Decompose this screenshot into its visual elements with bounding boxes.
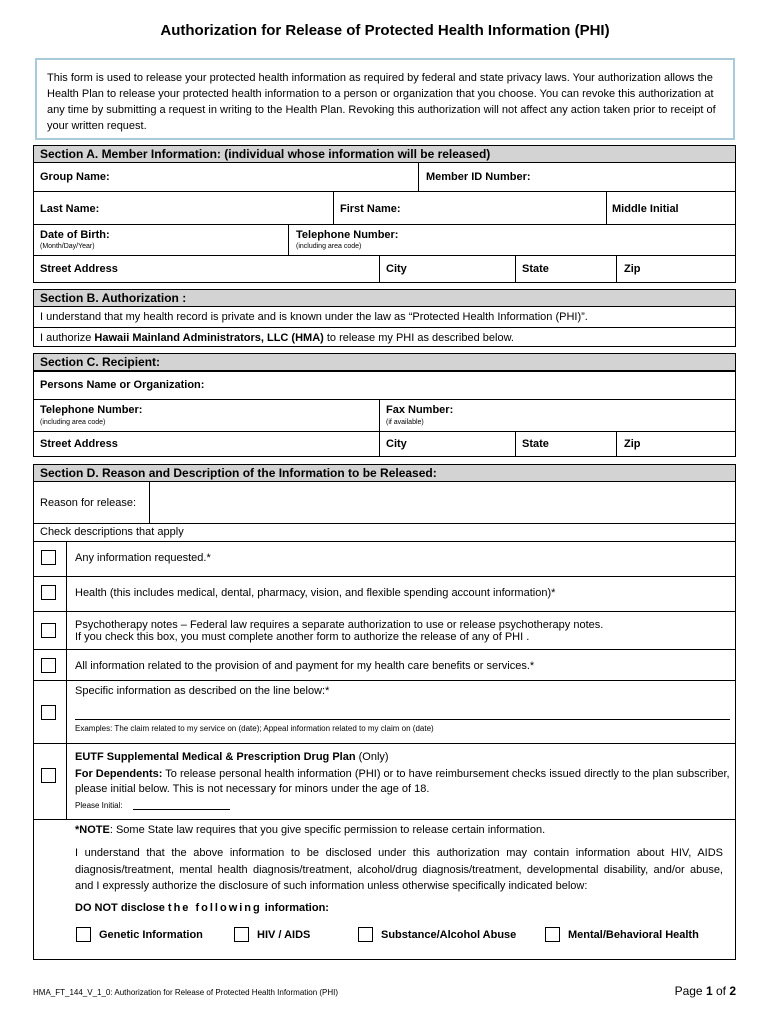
option-eutf-title xyxy=(75,751,389,763)
divider xyxy=(418,163,419,191)
dob-label: Date of Birth: xyxy=(40,229,110,241)
zip-label: Zip xyxy=(624,263,641,275)
authorize-post: to release my PHI as described below. xyxy=(323,332,514,344)
note-line xyxy=(75,824,545,836)
dependents-text: To release personal health information (PHI) or to have reimbursement checks issued directly to the plan subscriber, please initial below. This is not necessary for minors under the age of 18. xyxy=(75,768,730,795)
information-text: information: xyxy=(261,902,329,914)
telephone-hint: (including area code) xyxy=(296,243,362,250)
initial-field[interactable] xyxy=(133,800,230,810)
divider xyxy=(33,743,736,744)
checkbox-any-information[interactable] xyxy=(41,550,56,565)
last-name-field[interactable] xyxy=(110,196,328,220)
option-psychotherapy: Psychotherapy notes – Federal law requires a separate authorization to use or release psychotherapy notes. xyxy=(75,619,604,631)
middle-initial-label: Middle Initial xyxy=(612,203,679,215)
state-label: State xyxy=(522,263,549,275)
section-a-header: Section A. Member Information: (individual whose information will be released) xyxy=(33,145,736,163)
checkbox-all-information[interactable] xyxy=(41,658,56,673)
group-name-field[interactable] xyxy=(120,166,410,188)
recipient-fax-field[interactable] xyxy=(460,403,732,428)
please-initial-label: Please Initial: xyxy=(75,801,123,810)
recipient-name-field[interactable] xyxy=(210,374,730,396)
recipient-name-label: Persons Name or Organization: xyxy=(40,379,205,391)
city-label: City xyxy=(386,263,407,275)
checkbox-health[interactable] xyxy=(41,585,56,600)
authorization-statement: I understand that my health record is private and is known under the law as “Protected Health Information (PHI)”. xyxy=(40,311,588,323)
page-label: Page xyxy=(674,984,706,998)
divider xyxy=(33,611,736,612)
divider xyxy=(33,523,736,524)
page-of: of xyxy=(712,984,730,998)
divider xyxy=(33,819,736,820)
specific-information-line xyxy=(75,719,730,720)
divider xyxy=(33,327,736,328)
state-field[interactable] xyxy=(555,259,613,281)
city-field[interactable] xyxy=(412,259,512,281)
page-title: Authorization for Release of Protected Health Information (PHI) xyxy=(160,22,610,39)
divider xyxy=(33,371,736,372)
page-current: 1 xyxy=(705,984,713,998)
section-c-header: Section C. Recipient: xyxy=(33,353,736,371)
genetic-label: Genetic Information xyxy=(99,929,203,941)
checkbox-mental-health[interactable] xyxy=(545,927,560,942)
recipient-city-field[interactable] xyxy=(412,434,512,455)
note-label: *NOTE xyxy=(75,824,110,836)
recipient-fax-hint: (if available) xyxy=(386,419,424,426)
checkbox-genetic[interactable] xyxy=(76,927,91,942)
recipient-telephone-hint: (including area code) xyxy=(40,419,106,426)
divider xyxy=(33,224,736,225)
authorize-line xyxy=(40,332,514,344)
street-field[interactable] xyxy=(125,259,375,281)
divider xyxy=(288,224,289,255)
intro-text: This form is used to release your protected health information as required by federal and state privacy laws. Your authorization allows the Health Plan to release your protected health information to a person or organization that you choose. You can revoke this authorization at any time by submitting a request in writing to the Health Plan. Revoking this authorization will not affect any action taken prior to receipt of your written request. xyxy=(47,72,716,132)
option-all-information: All information related to the provision of and payment for my health care benefits or services.* xyxy=(75,660,535,672)
group-name-label: Group Name: xyxy=(40,171,110,183)
specific-information-field[interactable] xyxy=(75,702,730,718)
recipient-state-label: State xyxy=(522,438,549,450)
divider xyxy=(606,191,607,224)
option-specific-information: Specific information as described on the line below:* xyxy=(75,685,330,697)
option-eutf-dependents xyxy=(75,767,730,797)
recipient-street-field[interactable] xyxy=(125,434,375,455)
first-name-label: First Name: xyxy=(340,203,401,215)
divider xyxy=(33,431,736,432)
checkbox-substance-abuse[interactable] xyxy=(358,927,373,942)
divider xyxy=(33,191,736,192)
reason-label: Reason for release: xyxy=(40,497,136,509)
telephone-label: Telephone Number: xyxy=(296,229,399,241)
middle-initial-field[interactable] xyxy=(690,196,732,220)
divider xyxy=(515,431,516,457)
understand-statement: I understand that the above information to be disclosed under this authorization may contain information about HIV, AIDS diagnosis/treatment, mental health diagnosis/treatment, alcohol/drug diagnosis/treatment, developmental disability, and/or abuse, and I expressly authorize the disclosure of such information unless otherwise specifically indicated below: xyxy=(75,847,723,892)
substance-abuse-label: Substance/Alcohol Abuse xyxy=(381,929,517,941)
first-name-field[interactable] xyxy=(410,196,600,220)
checkbox-hiv-aids[interactable] xyxy=(234,927,249,942)
option-health: Health (this includes medical, dental, pharmacy, vision, and flexible spending account information)* xyxy=(75,587,556,599)
do-not-disclose-line xyxy=(75,902,329,914)
eutf-only: (Only) xyxy=(355,751,389,763)
mental-health-label: Mental/Behavioral Health xyxy=(568,929,699,941)
page-total: 2 xyxy=(729,984,736,998)
specific-information-examples: Examples: The claim related to my service on (date); Appeal information related to my claim on (date) xyxy=(75,724,434,733)
zip-field[interactable] xyxy=(645,259,733,281)
divider xyxy=(149,482,150,523)
divider xyxy=(33,576,736,577)
divider xyxy=(616,431,617,457)
divider xyxy=(33,649,736,650)
checkbox-psychotherapy[interactable] xyxy=(41,623,56,638)
divider xyxy=(616,255,617,283)
form-id: HMA_FT_144_V_1_0: Authorization for Release of Protected Health Information (PHI) xyxy=(33,988,339,997)
recipient-telephone-label: Telephone Number: xyxy=(40,404,143,416)
intro-box xyxy=(35,58,735,140)
street-label: Street Address xyxy=(40,263,118,275)
recipient-telephone-field[interactable] xyxy=(150,403,375,428)
the-following-text: the following xyxy=(167,902,262,914)
recipient-state-field[interactable] xyxy=(555,434,613,455)
checkbox-specific-information[interactable] xyxy=(41,705,56,720)
section-d-header: Section D. Reason and Description of the Information to be Released: xyxy=(33,464,736,482)
do-not-text: DO NOT disclose xyxy=(75,902,168,914)
recipient-city-label: City xyxy=(386,438,407,450)
divider xyxy=(66,541,67,819)
divider xyxy=(33,255,736,256)
divider xyxy=(33,541,736,542)
option-any-information: Any information requested.* xyxy=(75,552,211,564)
divider xyxy=(515,255,516,283)
divider xyxy=(379,255,380,283)
recipient-zip-label: Zip xyxy=(624,438,641,450)
option-psychotherapy-note: If you check this box, you must complete another form to authorize the release of any of PHI . xyxy=(75,631,530,643)
dob-hint: (Month/Day/Year) xyxy=(40,243,95,250)
member-id-label: Member ID Number: xyxy=(426,171,531,183)
recipient-fax-label: Fax Number: xyxy=(386,404,454,416)
authorize-company: Hawaii Mainland Administrators, LLC (HMA) xyxy=(94,332,324,344)
divider xyxy=(33,680,736,681)
telephone-field[interactable] xyxy=(410,228,730,252)
hiv-aids-label: HIV / AIDS xyxy=(257,929,311,941)
page-number xyxy=(640,984,736,998)
divider xyxy=(33,399,736,400)
dob-field[interactable] xyxy=(120,228,283,252)
dependents-label: For Dependents: xyxy=(75,768,163,780)
section-b-header: Section B. Authorization : xyxy=(33,289,736,307)
recipient-zip-field[interactable] xyxy=(645,434,733,455)
check-instructions: Check descriptions that apply xyxy=(40,526,184,538)
divider xyxy=(333,191,334,224)
authorize-pre: I authorize xyxy=(40,332,95,344)
note-text: : Some State law requires that you give specific permission to release certain information. xyxy=(109,824,546,836)
recipient-street-label: Street Address xyxy=(40,438,118,450)
reason-field[interactable] xyxy=(152,485,732,521)
eutf-plan-name: EUTF Supplemental Medical & Prescription Drug Plan xyxy=(75,751,356,763)
divider xyxy=(379,399,380,457)
member-id-field[interactable] xyxy=(540,166,730,188)
last-name-label: Last Name: xyxy=(40,203,100,215)
checkbox-eutf[interactable] xyxy=(41,768,56,783)
